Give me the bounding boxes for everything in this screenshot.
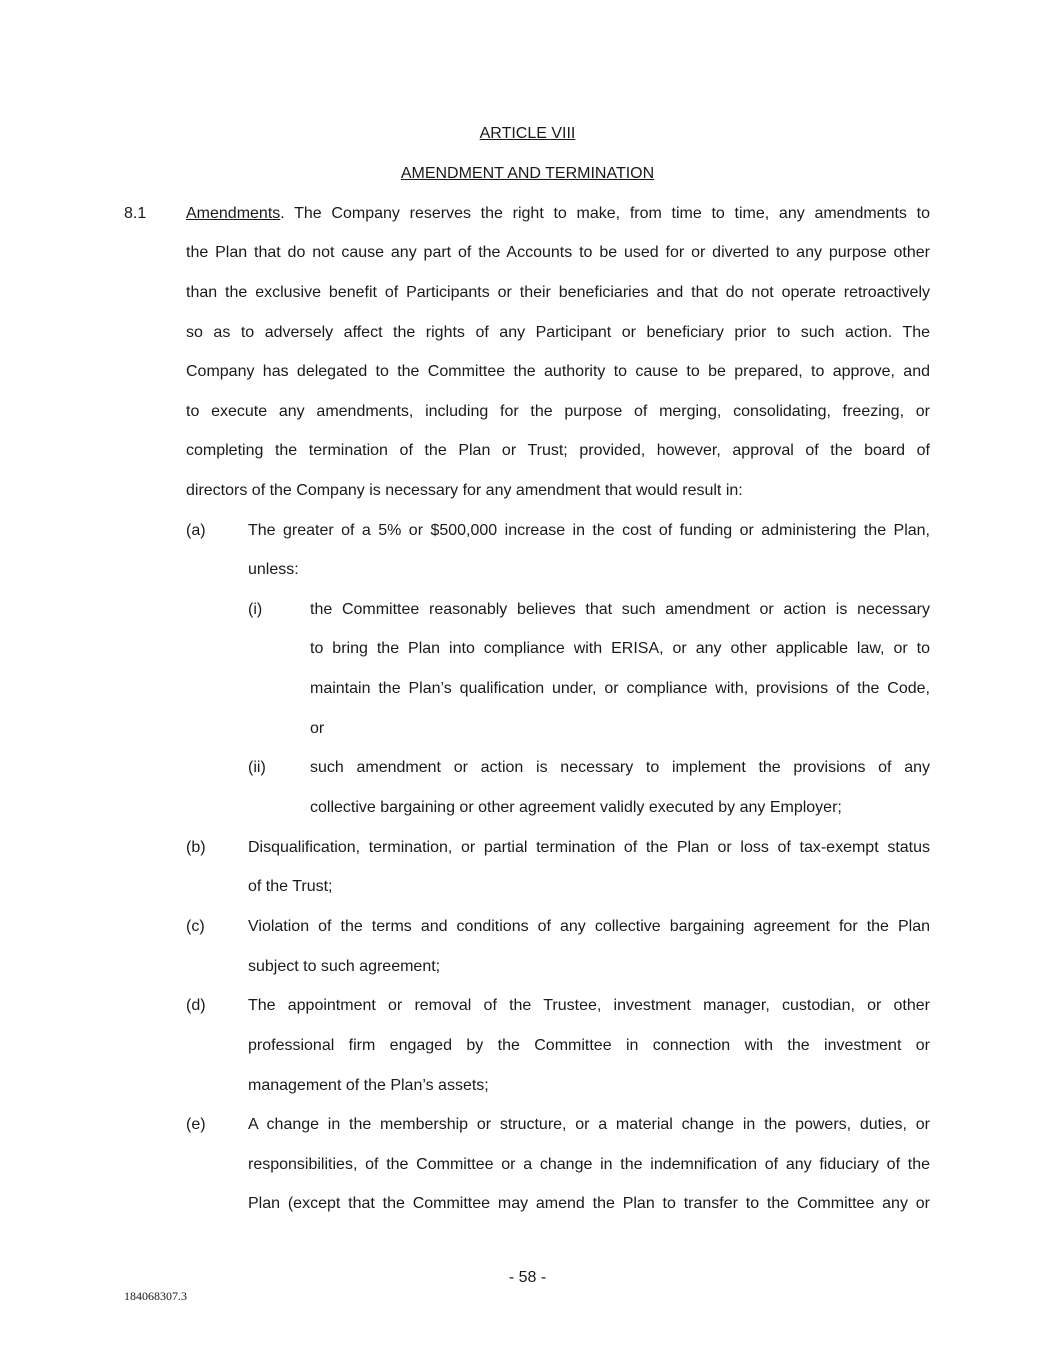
- item-c-line-1: subject to such agreement;: [248, 958, 441, 975]
- section-heading: Amendments: [186, 205, 281, 222]
- item-b-line-1: of the Trust;: [248, 878, 333, 895]
- item-e-line-0: A change in the membership or structure, or a material change in the powers, duties, or: [248, 1116, 930, 1133]
- item-d-label: (d): [186, 997, 206, 1014]
- article-title: ARTICLE VIII: [479, 125, 576, 142]
- subitem-ii-line-0: such amendment or action is necessary to implement the provisions of any: [310, 759, 930, 776]
- item-a-line-1: unless:: [248, 561, 299, 578]
- section-line-5: to execute any amendments, including for the purpose of merging, consolidating, freezing, or: [186, 403, 930, 420]
- item-a-line-0: The greater of a 5% or $500,000 increase in the cost of funding or administering the Plan,: [248, 522, 930, 539]
- article-subtitle: AMENDMENT AND TERMINATION: [400, 165, 655, 182]
- item-c-label: (c): [186, 918, 205, 935]
- document-id: 184068307.3: [124, 1289, 187, 1303]
- subitem-i-label: (i): [248, 601, 263, 618]
- item-e-label: (e): [186, 1116, 206, 1133]
- subitem-i-line-3: or: [310, 720, 325, 737]
- section-first-line: [186, 204, 930, 224]
- section-number: 8.1: [124, 205, 147, 222]
- section-line-0: . The Company reserves the right to make, from time to time, any amendments to: [280, 205, 930, 222]
- item-e-line-2: Plan (except that the Committee may amend the Plan to transfer to the Committee any or: [248, 1195, 930, 1212]
- subitem-ii-line-1: collective bargaining or other agreement validly executed by any Employer;: [310, 799, 842, 816]
- item-d-line-1: professional firm engaged by the Committee in connection with the investment or: [248, 1037, 930, 1054]
- section-line-3: so as to adversely affect the rights of any Participant or beneficiary prior to such action. The: [186, 324, 930, 341]
- section-line-7: directors of the Company is necessary for any amendment that would result in:: [186, 482, 743, 499]
- item-b-label: (b): [186, 839, 206, 856]
- subitem-i-line-2: maintain the Plan’s qualification under, or compliance with, provisions of the Code,: [310, 680, 930, 697]
- section-line-6: completing the termination of the Plan or Trust; provided, however, approval of the board of: [186, 442, 930, 459]
- page-number: - 58 -: [508, 1269, 547, 1286]
- subitem-ii-label: (ii): [248, 759, 266, 776]
- subitem-i-line-0: the Committee reasonably believes that such amendment or action is necessary: [310, 601, 930, 618]
- item-a-label: (a): [186, 522, 206, 539]
- section-line-1: the Plan that do not cause any part of the Accounts to be used for or diverted to any purpose other: [186, 244, 930, 261]
- section-line-4: Company has delegated to the Committee the authority to cause to be prepared, to approve, and: [186, 363, 930, 380]
- subitem-i-line-1: to bring the Plan into compliance with ERISA, or any other applicable law, or to: [310, 640, 930, 657]
- item-b-line-0: Disqualification, termination, or partial termination of the Plan or loss of tax-exempt status: [248, 839, 930, 856]
- section-line-2: than the exclusive benefit of Participants or their beneficiaries and that do not operate retroactively: [186, 284, 930, 301]
- item-d-line-0: The appointment or removal of the Trustee, investment manager, custodian, or other: [248, 997, 930, 1014]
- item-e-line-1: responsibilities, of the Committee or a change in the indemnification of any fiduciary of the: [248, 1156, 930, 1173]
- item-c-line-0: Violation of the terms and conditions of any collective bargaining agreement for the Plan: [248, 918, 930, 935]
- item-d-line-2: management of the Plan’s assets;: [248, 1077, 489, 1094]
